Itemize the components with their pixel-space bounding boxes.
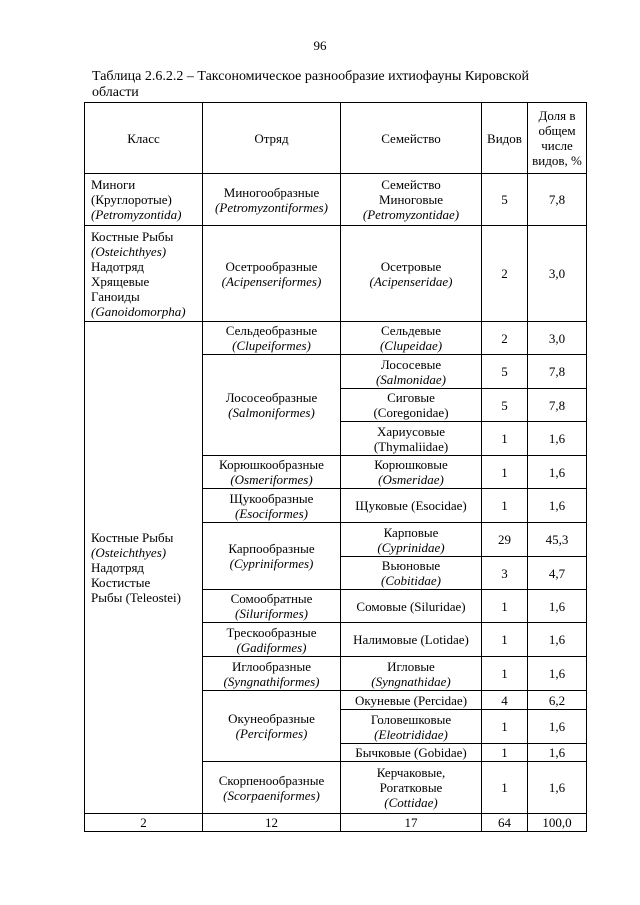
class-line: Надотряд (91, 258, 145, 274)
class-line: Костные Рыбы (91, 228, 174, 244)
table-caption: Таблица 2.6.2.2 – Таксономическое разнообразие ихтиофауны Кировской области (92, 69, 530, 100)
order-line: Сомообратные (230, 591, 313, 606)
order-line: (Scorpaeniformes) (223, 787, 320, 803)
share-percent-cell: 4,7 (528, 557, 587, 590)
share-percent-cell: 1,6 (528, 744, 587, 762)
class-cell (85, 226, 203, 322)
species-count-cell: 5 (482, 389, 528, 422)
total-order-cell: 12 (203, 814, 341, 832)
family-line: (Petromyzontidae) (362, 207, 460, 222)
species-count-cell: 1 (482, 710, 528, 744)
fish-taxonomy-table (84, 102, 587, 832)
order-cell (203, 174, 341, 226)
species-count-cell: 1 (482, 422, 528, 456)
family-line: Налимовые (Lotidae) (353, 632, 469, 647)
order-cell (203, 657, 341, 691)
class-line: (Osteichthyes) (91, 243, 167, 259)
family-cell (341, 226, 482, 322)
family-line: (Salmonidae) (375, 371, 447, 387)
header-family: Семейство (341, 103, 482, 174)
order-line: Корюшкообразные (219, 457, 324, 472)
class-line: (Круглоротые) (91, 192, 172, 207)
table-body (85, 103, 587, 832)
species-count-cell: 1 (482, 762, 528, 814)
order-line: Карпообразные (228, 541, 315, 556)
header-share-line: числе (541, 138, 573, 153)
family-line: Корюшковые (374, 457, 448, 472)
header-order: Отряд (203, 103, 341, 174)
order-cell (203, 691, 341, 762)
species-count-cell: 1 (482, 744, 528, 762)
header-share-line: Доля в (538, 108, 576, 123)
order-cell (203, 762, 341, 814)
family-line: Семейство (381, 177, 441, 192)
family-line: Окуневые (Percidae) (354, 692, 468, 708)
share-percent-cell: 1,6 (528, 762, 587, 814)
family-line: Рогатковые (379, 780, 443, 795)
order-line: (Petromyzontiformes) (215, 199, 328, 215)
order-line: (Perciformes) (235, 726, 308, 741)
family-line: Вьюновые (381, 558, 441, 573)
header-share-line: общем (538, 123, 576, 138)
share-percent-cell: 1,6 (528, 657, 587, 691)
family-cell (341, 523, 482, 557)
species-count-cell: 4 (482, 691, 528, 710)
family-line: (Cottidae) (384, 795, 438, 810)
share-percent-cell: 1,6 (528, 422, 587, 456)
family-cell (341, 623, 482, 657)
totals-row (85, 814, 587, 832)
order-line: Скорпенообразные (218, 772, 325, 788)
species-count-cell: 3 (482, 557, 528, 590)
order-line: Осетрообразные (225, 258, 318, 274)
family-line: Игловые (387, 658, 435, 674)
family-cell (341, 355, 482, 389)
family-line: (Clupeidae) (379, 338, 443, 353)
order-line: Сельдеобразные (225, 323, 318, 338)
species-count-cell: 2 (482, 322, 528, 355)
order-cell (203, 590, 341, 623)
share-percent-cell: 1,6 (528, 710, 587, 744)
share-percent-cell: 3,0 (528, 226, 587, 322)
family-cell (341, 174, 482, 226)
family-line: (Acipenseridae) (369, 273, 453, 289)
total-species-cell: 64 (482, 814, 528, 832)
family-cell (341, 456, 482, 489)
table-row (85, 174, 587, 226)
table-row (85, 226, 587, 322)
species-count-cell: 1 (482, 623, 528, 657)
family-line: Головешковые (370, 711, 452, 727)
class-line: Миноги (91, 177, 136, 192)
share-percent-cell: 1,6 (528, 623, 587, 657)
family-line: Сиговые (387, 390, 435, 405)
header-row (85, 103, 587, 174)
family-cell (341, 657, 482, 691)
class-line: Костные Рыбы (91, 530, 174, 545)
order-line: (Acipenseriformes) (221, 273, 322, 289)
family-line: Бычковые (Gobidae) (355, 745, 467, 760)
order-line: (Siluriformes) (235, 606, 308, 621)
family-line: Сомовые (Siluridae) (356, 598, 466, 614)
family-cell (341, 557, 482, 590)
class-line: Ганоиды (91, 288, 140, 304)
order-cell (203, 355, 341, 456)
order-line: Иглообразные (231, 658, 312, 674)
class-line: Рыбы (Teleostei) (91, 590, 181, 605)
family-line: (Eleotrididae) (374, 726, 448, 742)
order-cell (203, 489, 341, 523)
order-line: (Osmeriformes) (230, 472, 313, 487)
family-line: (Osmeridae) (378, 472, 444, 487)
class-line: Хрящевые (91, 273, 150, 289)
class-line: (Osteichthyes) (91, 545, 167, 560)
order-cell (203, 523, 341, 590)
species-count-cell: 1 (482, 657, 528, 691)
total-class-cell: 2 (85, 814, 203, 832)
order-line: (Cypriniformes) (229, 556, 314, 571)
share-percent-cell: 6,2 (528, 691, 587, 710)
share-percent-cell: 45,3 (528, 523, 587, 557)
class-line: (Ganoidomorpha) (91, 303, 186, 319)
family-line: Осетровые (380, 258, 442, 274)
species-count-cell: 1 (482, 489, 528, 523)
share-percent-cell: 7,8 (528, 174, 587, 226)
family-cell (341, 422, 482, 456)
family-line: (Cobitidae) (381, 573, 441, 588)
header-share (528, 103, 587, 174)
order-line: Лососеобразные (225, 390, 318, 405)
order-line: (Clupeiformes) (232, 338, 311, 353)
family-line: Миноговые (378, 192, 444, 207)
share-percent-cell: 1,6 (528, 456, 587, 489)
family-cell (341, 590, 482, 623)
order-line: (Gadiformes) (236, 639, 307, 655)
family-line: Карповые (383, 524, 439, 540)
page-number: 96 (313, 38, 327, 53)
species-count-cell: 1 (482, 590, 528, 623)
order-line: Окунеобразные (228, 711, 315, 726)
total-share-cell: 100,0 (528, 814, 587, 832)
family-cell (341, 762, 482, 814)
class-line: (Petromyzontida) (91, 207, 182, 222)
total-family-cell: 17 (341, 814, 482, 832)
share-percent-cell: 1,6 (528, 590, 587, 623)
header-class: Класс (85, 103, 203, 174)
order-line: Щукообразные (229, 490, 314, 506)
class-line: Костистые (91, 575, 151, 590)
class-line: Надотряд (91, 560, 145, 575)
family-line: (Coregonidae) (373, 405, 449, 420)
species-count-cell: 2 (482, 226, 528, 322)
order-cell (203, 456, 341, 489)
family-cell (341, 389, 482, 422)
family-cell (341, 691, 482, 710)
table-row (85, 322, 587, 355)
family-line: (Syngnathidae) (371, 673, 451, 689)
family-line: Лососевые (380, 356, 442, 372)
header-species: Видов (482, 103, 528, 174)
share-percent-cell: 3,0 (528, 322, 587, 355)
header-share-line: видов, % (532, 153, 582, 168)
family-line: (Thymaliidae) (373, 438, 449, 454)
family-cell (341, 710, 482, 744)
order-cell (203, 623, 341, 657)
share-percent-cell: 1,6 (528, 489, 587, 523)
order-line: Миногообразные (223, 184, 320, 200)
share-percent-cell: 7,8 (528, 389, 587, 422)
family-line: Хариусовые (376, 423, 446, 439)
species-count-cell: 1 (482, 456, 528, 489)
order-line: (Esociformes) (235, 505, 308, 521)
species-count-cell: 5 (482, 174, 528, 226)
share-percent-cell: 7,8 (528, 355, 587, 389)
order-line: Трескообразные (226, 624, 317, 640)
class-cell (85, 322, 203, 814)
family-line: Керчаковые, (376, 765, 446, 780)
family-line: Щуковые (Esocidae) (355, 498, 467, 513)
species-count-cell: 5 (482, 355, 528, 389)
class-cell (85, 174, 203, 226)
family-cell (341, 744, 482, 762)
family-cell (341, 322, 482, 355)
order-line: (Salmoniformes) (228, 405, 315, 420)
family-cell (341, 489, 482, 523)
family-line: (Cyprinidae) (377, 539, 445, 555)
species-count-cell: 29 (482, 523, 528, 557)
order-cell (203, 226, 341, 322)
family-line: Сельдевые (380, 323, 442, 338)
order-cell (203, 322, 341, 355)
order-line: (Syngnathiformes) (223, 673, 320, 689)
